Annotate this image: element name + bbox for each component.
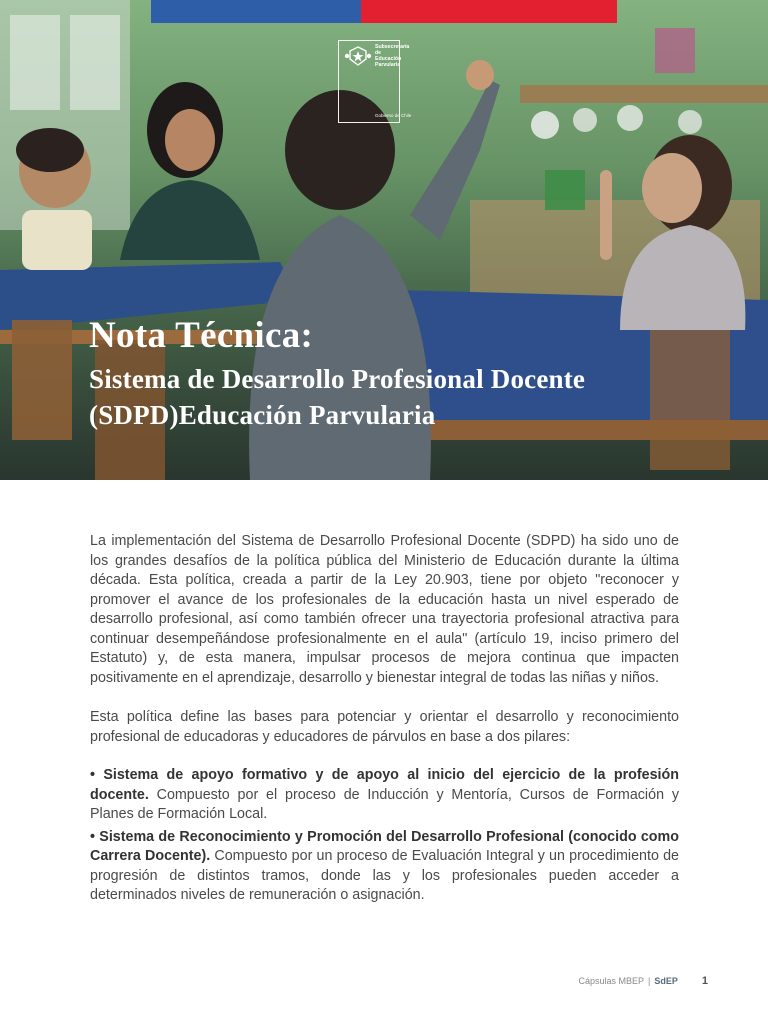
bullet-text: Compuesto por un proceso de Evaluación Integral y un procedimiento de progresión de distintos tramos, donde las y los profesionales pueden acceder a determinados niveles de remuneración o asignación. [90, 848, 680, 903]
bullet-text: Compuesto por el proceso de Inducción y Mentoría, Cursos de Formación y Planes de Formación Local. [90, 786, 679, 822]
footer-separator: | [648, 976, 651, 986]
footer-brand: SdEP [654, 976, 678, 986]
paragraph-intro: La implementación del Sistema de Desarrollo Profesional Docente (SDPD) ha sido uno de los grandes desafíos de la política pública del Ministerio de Educación durante la última década. Esta política, creada a partir de la Ley 20.903, tiene por objeto "reconocer y promover el avance de los profesionales de la educación hasta un nivel esperado de desarrollo profesional, así como también ofrecer una trayectoria profesional atractiva para continuar desempeñándose profesionalmente en el aula" (artículo 19, inciso primero del Estatuto) y, de esta manera, impulsar procesos de mejora continua que impacten positivamente en el aprendizaje, desarrollo y bienestar integral de todas las niñas y niños. [90, 533, 679, 686]
footer-series: Cápsulas MBEP [578, 976, 645, 986]
flag-stripe [151, 0, 617, 23]
logo-government: Gobierno de Chile [375, 113, 412, 118]
paragraph-pillars: Esta política define las bases para potenciar y orientar el desarrollo y reconocimiento profesional de educadoras y educadores de párvulos en base a dos pilares: [90, 709, 679, 745]
bullet-heading: • Sistema de apoyo formativo y de apoyo al inicio del ejercicio de la profesión docente. [90, 767, 679, 803]
list-item [90, 828, 679, 906]
list-item [90, 766, 679, 825]
page-title: Nota Técnica: [89, 315, 314, 356]
logo-line-2: de Educación [375, 50, 402, 62]
pillars-list [90, 766, 679, 906]
document-body [90, 532, 679, 906]
hero-banner [0, 0, 768, 480]
logo-line-3: Parvularia [375, 62, 401, 68]
logo-ministry-name [375, 44, 410, 68]
page-number: 1 [701, 975, 708, 987]
page-footer [578, 975, 708, 987]
logo-line-1: Subsecretaría [375, 44, 410, 50]
bullet-heading: • Sistema de Reconocimiento y Promoción del Desarrollo Profesional (conocido como Carrera Docente). [90, 828, 679, 864]
page-subtitle: Sistema de Desarrollo Profesional Docente (SDPD)Educación Parvularia [89, 364, 586, 430]
chile-coat-of-arms-icon [344, 45, 372, 67]
ministry-logo [338, 40, 412, 123]
flag-blue-segment [151, 0, 361, 23]
flag-red-segment [361, 0, 617, 23]
